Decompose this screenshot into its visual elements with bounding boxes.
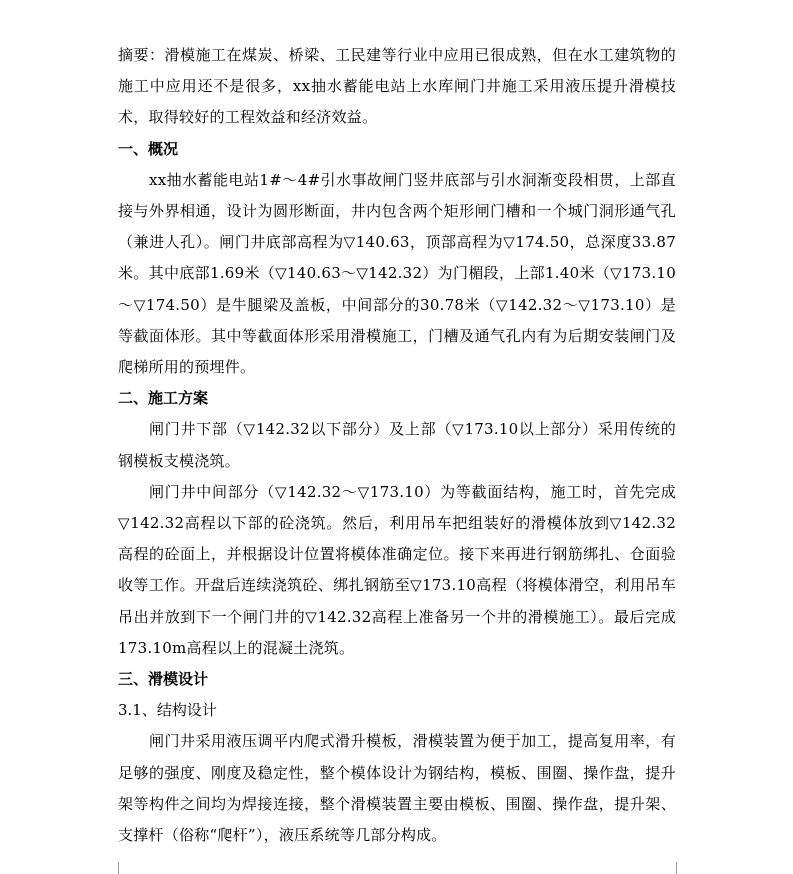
section-2-paragraph-1: 闸门井下部（▽142.32以下部分）及上部（▽173.10以上部分）采用传统的钢模板支模浇筑。 [118, 420, 676, 470]
section-1-heading: 一、概况 [118, 139, 179, 158]
document-body [118, 40, 676, 851]
abstract-paragraph: 摘要：滑模施工在煤炭、桥梁、工民建等行业中应用已很成熟，但在水工建筑物的施工中应用还不是很多，xx抽水蓄能电站上水库闸门井施工采用液压提升滑模技术，取得较好的工程效益和经济效益。 [118, 46, 676, 127]
section-2-paragraph-2: 闸门井中间部分（▽142.32～▽173.10）为等截面结构，施工时，首先完成▽142.32高程以下部的砼浇筑。然后，利用吊车把组装好的滑模体放到▽142.32高程的砼面上，并根据设计位置将模体准确定位。接下来再进行钢筋绑扎、仓面验收等工作。开盘后连续浇筑砼、绑扎钢筋至▽173.10高程（将模体滑空，利用吊车吊出并放到下一个闸门井的▽142.32高程上准备另一个井的滑模施工）。最后完成173.10m高程以上的混凝土浇筑。 [118, 482, 676, 657]
section-3-heading: 三、滑模设计 [118, 670, 209, 689]
subsection-3-1-paragraph: 闸门井采用液压调平内爬式滑升模板，滑模装置为便于加工，提高复用率，有足够的强度、刚度及稳定性，整个模体设计为钢结构，模板、围圈、操作盘，提升架等构件之间均为焊接连接，整个滑模装置主要由模板、围圈、操作盘，提升架、支撑杆（俗称“爬杆”），液压系统等几部分构成。 [118, 732, 676, 845]
section-2-heading: 二、施工方案 [118, 389, 209, 408]
section-1-paragraph: xx抽水蓄能电站1#～4#引水事故闸门竖井底部与引水洞渐变段相贯，上部直接与外界相通，设计为圆形断面，井内包含两个矩形闸门槽和一个城门洞形通气孔（兼进人孔）。闸门井底部高程为▽140.63，顶部高程为▽174.50，总深度33.87米。其中底部1.69米（▽140.63～▽142.32）为门楣段，上部1.40米（▽173.10～▽174.50）是牛腿梁及盖板，中间部分的30.78米（▽142.32～▽173.10）是等截面体形。其中等截面体形采用滑模施工，门槽及通气孔内有为后期安装闸门及爬梯所用的预埋件。 [118, 170, 676, 377]
subsection-3-1-heading: 3.1、结构设计 [118, 701, 217, 720]
page-corner-mark-left [104, 862, 119, 874]
page-corner-mark-right [676, 862, 691, 874]
